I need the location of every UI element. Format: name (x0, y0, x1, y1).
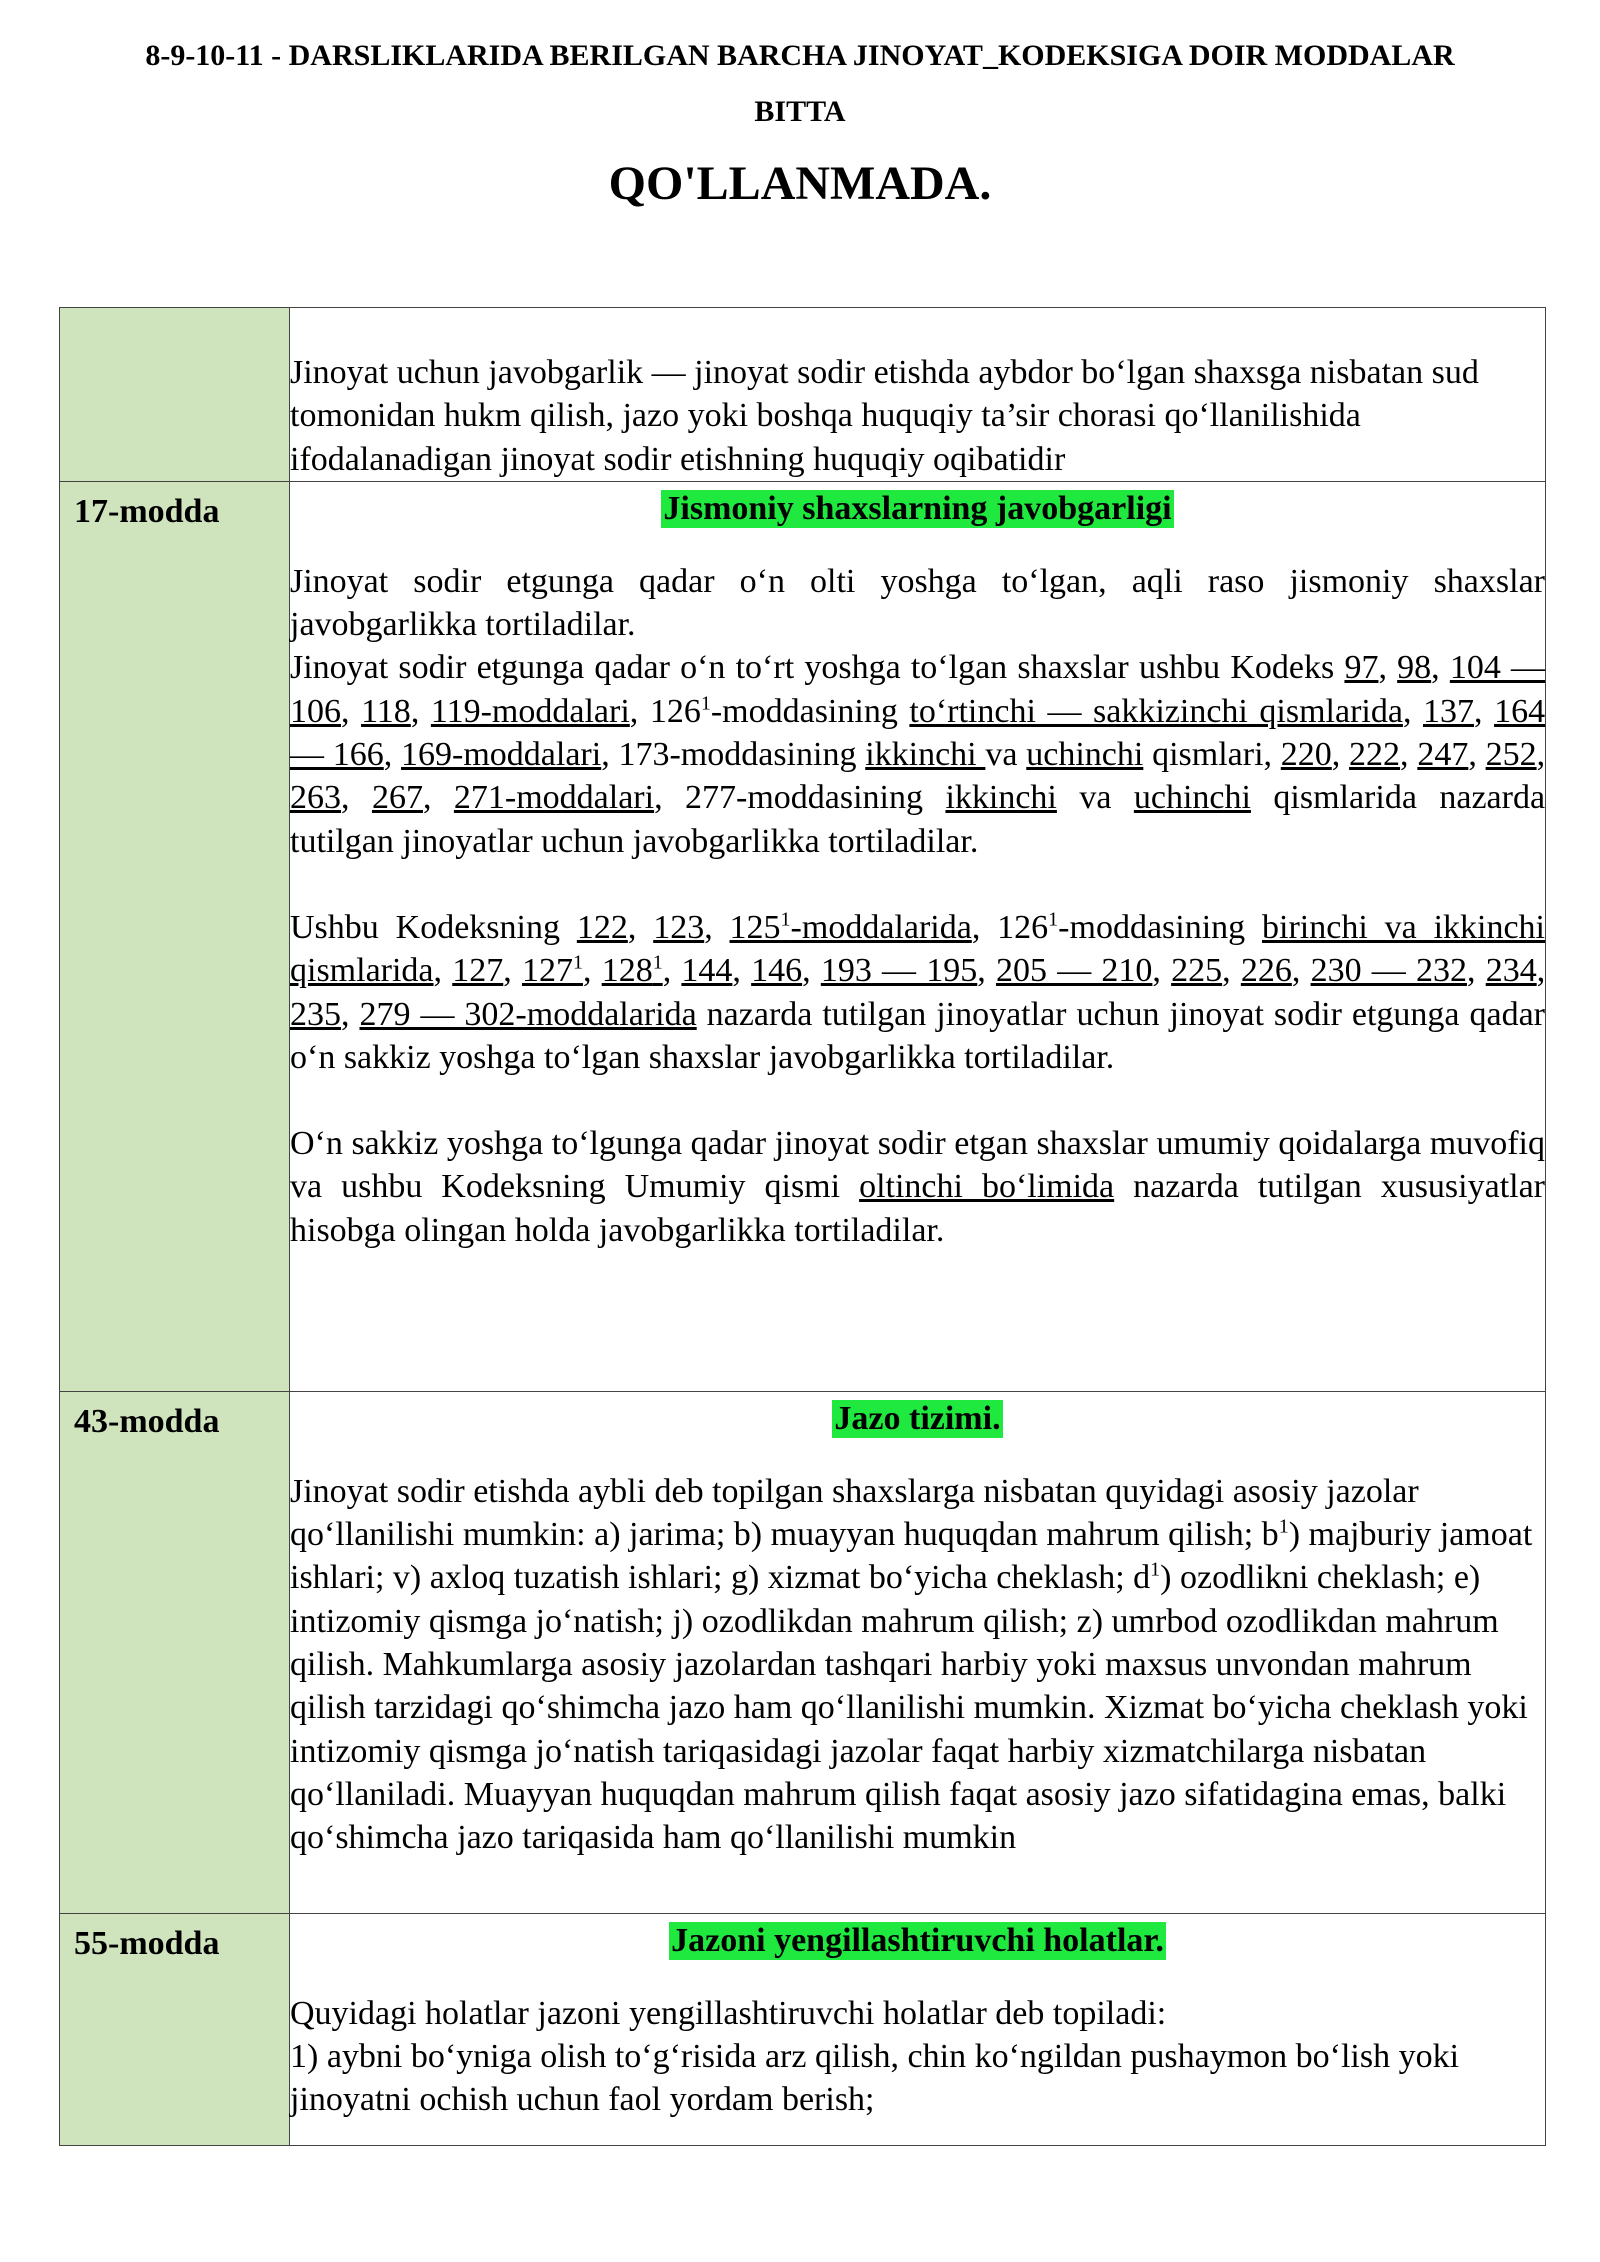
document-title: QO'LLANMADA. (608, 157, 992, 210)
article-link[interactable]: 220 (1280, 736, 1332, 774)
article-paragraph: Jinoyat sodir etgunga qadar o‘n to‘rt yoshga to‘lgan shaxslar ushbu Kodeks 97, 98, 104 — 106, 118, 119-moddalari, $126^1$-moddasining to‘rtinchi — sakkizinchi qismlarida, 137, 164 — 166, 169-moddalari, 173-moddasining ikkinchi va uchinchi qismlari, 220, 222, 247, 252, 263, 267, 271-moddalari, 277-moddasining ikkinchi va uchinchi qismlarida nazarda tutilgan jinoyatlar uchun javobgarlikka tortiladilar. (290, 649, 1546, 860)
article-heading: Jazoni yengillashtiruvchi holatlar. (671, 1921, 1164, 1959)
article-link[interactable]: 118 (361, 692, 411, 730)
article-paragraph: 1) aybni bo‘yniga olish to‘g‘risida arz qilish, chin ko‘ngildan pushaymon bo‘lish yoki jinoyatni ochish uchun faol yordam berish; (290, 2038, 1460, 2119)
article-link[interactable]: 225 (1171, 952, 1223, 990)
article-link[interactable]: 230 — 232 (1310, 952, 1467, 990)
article-number-cell (60, 1391, 290, 1913)
document-header (0, 28, 1600, 214)
article-link[interactable]: uchinchi (1133, 779, 1251, 817)
article-link[interactable]: ikkinchi (865, 736, 986, 774)
article-link[interactable]: 123 (653, 908, 705, 946)
article-link[interactable]: 127 (452, 952, 504, 990)
article-number: 17-modda (74, 492, 220, 530)
article-link[interactable]: 119-moddalari (430, 692, 630, 730)
article-link[interactable]: 279 — 302-moddalarida (359, 995, 697, 1033)
table-row (60, 308, 1546, 482)
articles-table (59, 307, 1546, 2146)
article-number-cell (60, 481, 290, 1391)
header-line-1: 8-9-10-11 - DARSLIKLARIDA BERILGAN BARCHA JINOYAT_KODEKSIGA DOIR MODDALAR (145, 39, 1455, 72)
header-line-2: BITTA (754, 95, 846, 128)
article-link[interactable]: 122 (576, 908, 628, 946)
article-paragraph: O‘n sakkiz yoshga to‘lgunga qadar jinoyat sodir etgan shaxslar umumiy qoidalarga muvofiq va ushbu Kodeksning Umumiy qismi oltinchi bo‘limida nazarda tutilgan xususiyatlar hisobga olingan holda javobgarlikka tortiladilar. (290, 1125, 1546, 1249)
article-link[interactable]: 247 (1417, 736, 1469, 774)
article-link[interactable]: 98 (1397, 649, 1432, 687)
article-heading: Jismoniy shaxslarning javobgarligi (663, 489, 1172, 527)
definition-text: Jinoyat uchun javobgarlik — jinoyat sodir etishda aybdor bo‘lgan shaxsga nisbatan sud tomonidan hukm qilish, jazo yoki boshqa huquqiy ta’sir chorasi qo‘llanilishida ifodalanadigan jinoyat sodir etishning huquqiy oqibatidir (290, 354, 1479, 478)
article-link[interactable]: 97 (1344, 649, 1379, 687)
article-link[interactable]: 234 (1485, 952, 1537, 990)
article-paragraph: Jinoyat sodir etgunga qadar o‘n olti yoshga to‘lgan, aqli raso jismoniy shaxslar javobgarlikka tortiladilar. (290, 562, 1545, 644)
article-link[interactable]: 271-moddalari (453, 779, 655, 817)
article-link[interactable]: 267 (371, 779, 423, 817)
article-link[interactable]: $125^1$-moddalarida (729, 908, 972, 946)
article-number: 55-modda (74, 1924, 220, 1962)
article-heading: Jazo tizimi. (834, 1399, 1001, 1437)
table-row (60, 1913, 1546, 2145)
article-paragraph: Jinoyat sodir etishda aybli deb topilgan shaxslarga nisbatan quyidagi asosiy jazolar qo‘llanilishi mumkin: a) jarima; b) muayyan huquqdan mahrum qilish; $b^1$) majburiy jamoat ishlari; v) axloq tuzatish ishlari; g) xizmat bo‘yicha cheklash; $d^1$) ozodlikni cheklash; e) intizomiy qismga jo‘natish; j) ozodlikdan mahrum qilish; z) umrbod ozodlikdan mahrum qilish. Mahkumlarga asosiy jazolardan tashqari harbiy yoki maxsus unvondan mahrum qilish tarzidagi qo‘shimcha jazo ham qo‘llanilishi mumkin. Xizmat bo‘yicha cheklash yoki intizomiy qismga jo‘natish tariqasidagi jazolar faqat harbiy xizmatchilarga nisbatan qo‘llaniladi. Muayyan huquqdan mahrum qilish faqat asosiy jazo sifatidagina emas, balki qo‘shimcha jazo tariqasida ham qo‘llanilishi mumkin (290, 1472, 1533, 1857)
article-link[interactable]: 137 (1423, 692, 1474, 730)
article-paragraph: Ushbu Kodeksning 122, 123, $125^1$-moddalarida, $126^1$-moddasining birinchi va ikkinchi qismlarida, 127, $127^1$, $128^1$, 144, 146, 193 — 195, 205 — 210, 225, 226, 230 — 232, 234, 235, 279 — 302-moddalarida nazarda tutilgan jinoyatlar uchun jinoyat sodir etgunga qadar o‘n sakkiz yoshga to‘lgan shaxslar javobgarlikka tortiladilar. (290, 908, 1546, 1076)
article-link[interactable]: 164 — 166 (290, 692, 1546, 774)
article-number: 43-modda (74, 1402, 220, 1440)
article-link[interactable]: 104 — 106 (290, 649, 1546, 730)
table-row (60, 481, 1546, 1391)
article-link[interactable]: 193 — 195 (820, 952, 978, 990)
article-link[interactable]: ikkinchi (945, 779, 1057, 817)
article-link[interactable]: $127^1$ (521, 951, 583, 990)
article-content-cell (290, 481, 1546, 1391)
article-link[interactable]: 252 (1485, 736, 1537, 774)
article-content-cell (290, 1391, 1546, 1913)
article-link[interactable]: 235 (290, 995, 341, 1033)
article-link[interactable]: 205 — 210 (995, 952, 1153, 990)
article-number-cell (60, 1913, 290, 2145)
article-link[interactable]: to‘rtinchi — sakkizinchi qismlarida (909, 692, 1403, 730)
article-link[interactable]: 226 (1240, 952, 1292, 990)
article-link[interactable]: oltinchi bo‘limida (859, 1168, 1115, 1206)
article-number-cell (60, 308, 290, 482)
article-link[interactable]: 263 (290, 779, 341, 817)
article-link[interactable]: 146 (751, 952, 803, 990)
article-content-cell (290, 1913, 1546, 2145)
article-link[interactable]: uchinchi (1026, 736, 1144, 774)
article-link[interactable]: birinchi va ikkinchi qismlarida (290, 908, 1546, 990)
article-link[interactable]: 169-moddalari (401, 736, 602, 774)
article-content-cell (290, 308, 1546, 482)
article-link[interactable]: 222 (1349, 736, 1401, 774)
article-link[interactable]: $128^1$ (601, 951, 663, 990)
table-row (60, 1391, 1546, 1913)
article-paragraph: Quyidagi holatlar jazoni yengillashtiruvchi holatlar deb topiladi: (290, 1994, 1167, 2032)
article-link[interactable]: 144 (681, 952, 733, 990)
